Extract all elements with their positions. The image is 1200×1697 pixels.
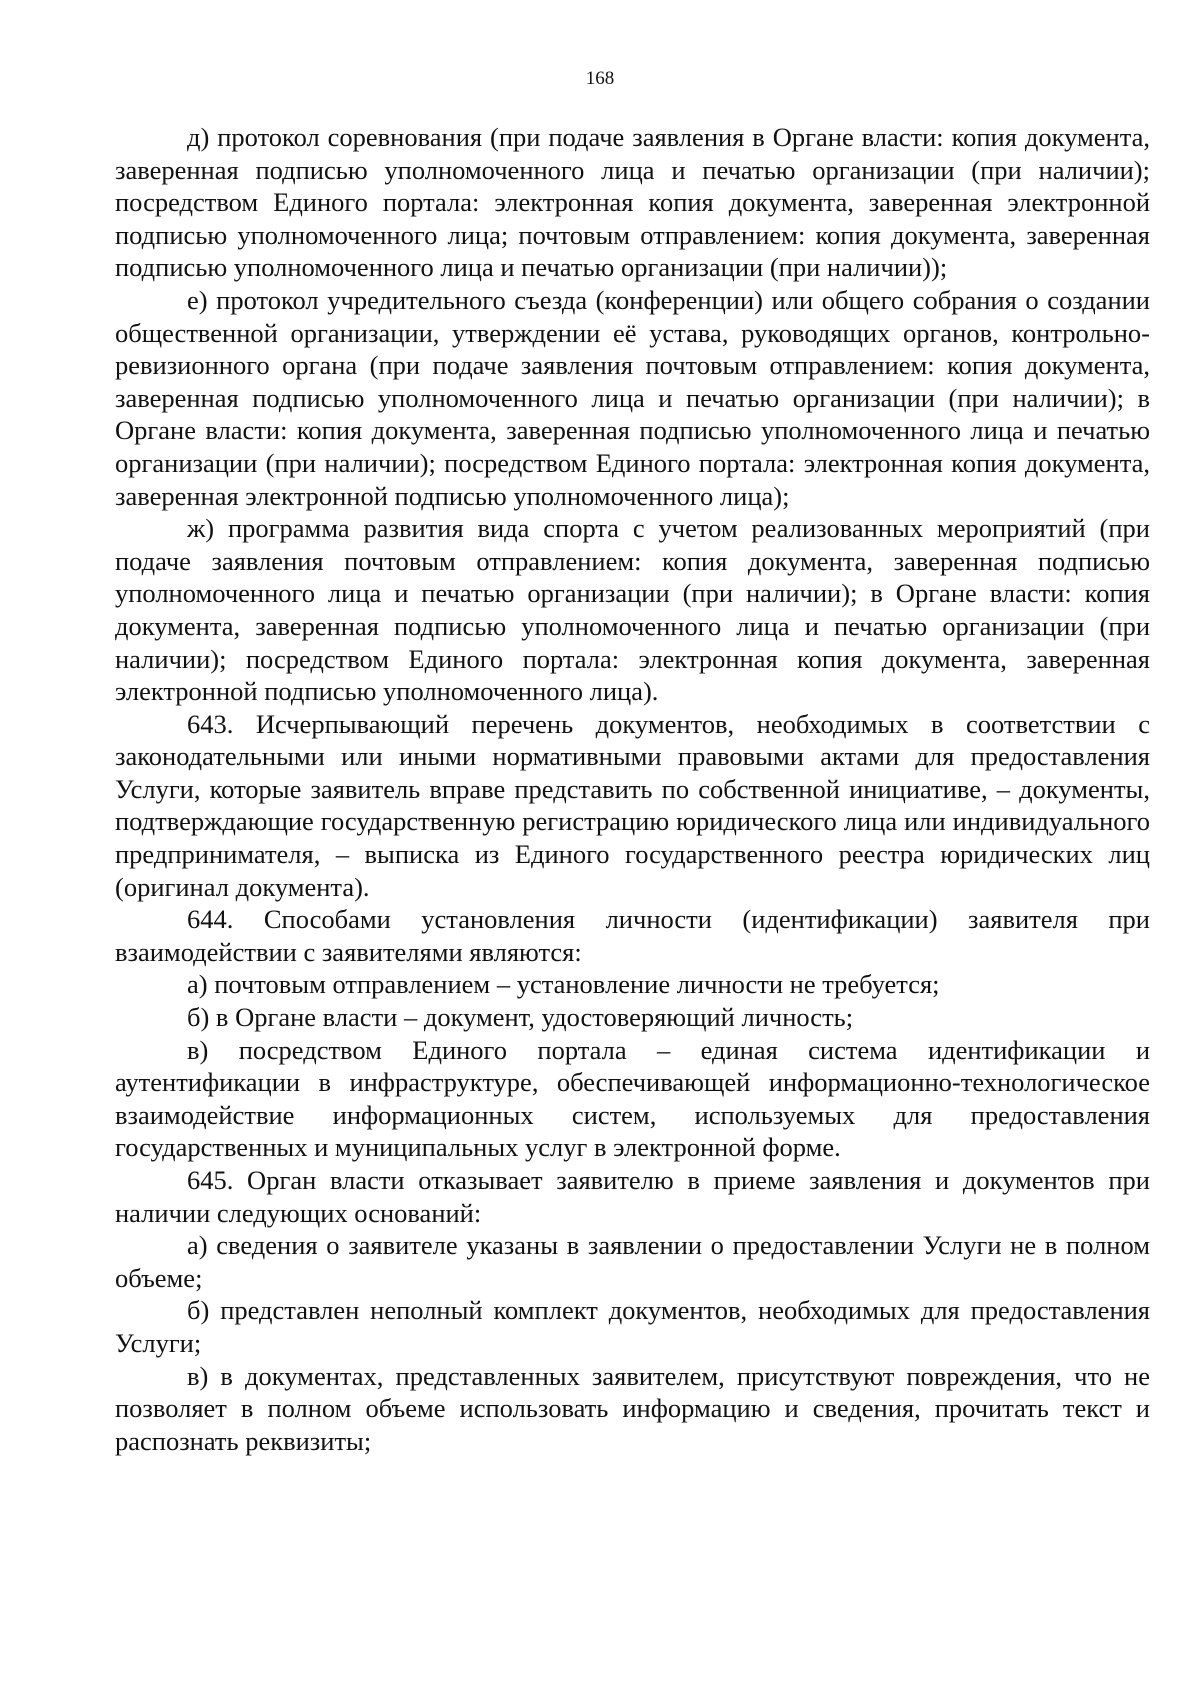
page-number: 168 — [585, 68, 615, 89]
paragraph-d-competition-protocol: д) протокол соревнования (при подаче заявления в Органе власти: копия документа, заверенная подписью уполномоченного лица и печатью организации (при наличии); посредством Единого портала: электронная копия документа, заверенная электронной подписью уполномоченного лица; почтовым отправлением: копия документа, заверенная подписью уполномоченного лица и печатью организации (при наличии)); — [115, 122, 1150, 283]
paragraph-645-refusal-grounds: 645. Орган власти отказывает заявителю в приеме заявления и документов при наличии следующих оснований: — [115, 1165, 1150, 1228]
paragraph-644-identification-methods: 644. Способами установления личности (идентификации) заявителя при взаимодействии с заявителями являются: — [115, 904, 1150, 967]
document-body — [115, 121, 1150, 1457]
paragraph-645-a-incomplete-info: а) сведения о заявителе указаны в заявлении о предоставлении Услуги не в полном объеме; — [115, 1230, 1150, 1293]
paragraph-644-b-authority: б) в Органе власти – документ, удостоверяющий личность; — [187, 1002, 854, 1033]
paragraph-645-v-damaged-documents: в) в документах, представленных заявителем, присутствуют повреждения, что не позволяет в полном объеме использовать информацию и сведения, прочитать текст и распознать реквизиты; — [115, 1360, 1150, 1456]
paragraph-644-v-portal: в) посредством Единого портала – единая система идентификации и аутентификации в инфраструктуре, обеспечивающей информационно-технологическое взаимодействие информационных систем, используемых для предоставления государственных и муниципальных услуг в электронной форме. — [115, 1034, 1150, 1163]
paragraph-e-founding-congress-protocol: е) протокол учредительного съезда (конференции) или общего собрания о создании общественной организации, утверждении её устава, руководящих органов, контрольно-ревизионного органа (при подаче заявления почтовым отправлением: копия документа, заверенная подписью уполномоченного лица и печатью организации (при наличии); в Органе власти: копия документа, заверенная подписью уполномоченного лица и печатью организации (при наличии); посредством Единого портала: электронная копия документа, заверенная электронной подписью уполномоченного лица); — [115, 284, 1150, 511]
paragraph-zh-sport-development-program: ж) программа развития вида спорта с учетом реализованных мероприятий (при подаче заявления почтовым отправлением: копия документа, заверенная подписью уполномоченного лица и печатью организации (при наличии); в Органе власти: копия документа, заверенная подписью уполномоченного лица и печатью организации (при наличии); посредством Единого портала: электронная копия документа, заверенная электронной подписью уполномоченного лица). — [115, 513, 1150, 707]
paragraph-643-document-list: 643. Исчерпывающий перечень документов, необходимых в соответствии с законодательными или иными нормативными правовыми актами для предоставления Услуги, которые заявитель вправе представить по собственной инициативе, – документы, подтверждающие государственную регистрацию юридического лица или индивидуального предпринимателя, – выписка из Единого государственного реестра юридических лиц (оригинал документа). — [115, 708, 1150, 902]
paragraph-644-a-postal: а) почтовым отправлением – установление личности не требуется; — [187, 969, 940, 1000]
paragraph-645-b-incomplete-set: б) представлен неполный комплект документов, необходимых для предоставления Услуги; — [115, 1295, 1150, 1358]
